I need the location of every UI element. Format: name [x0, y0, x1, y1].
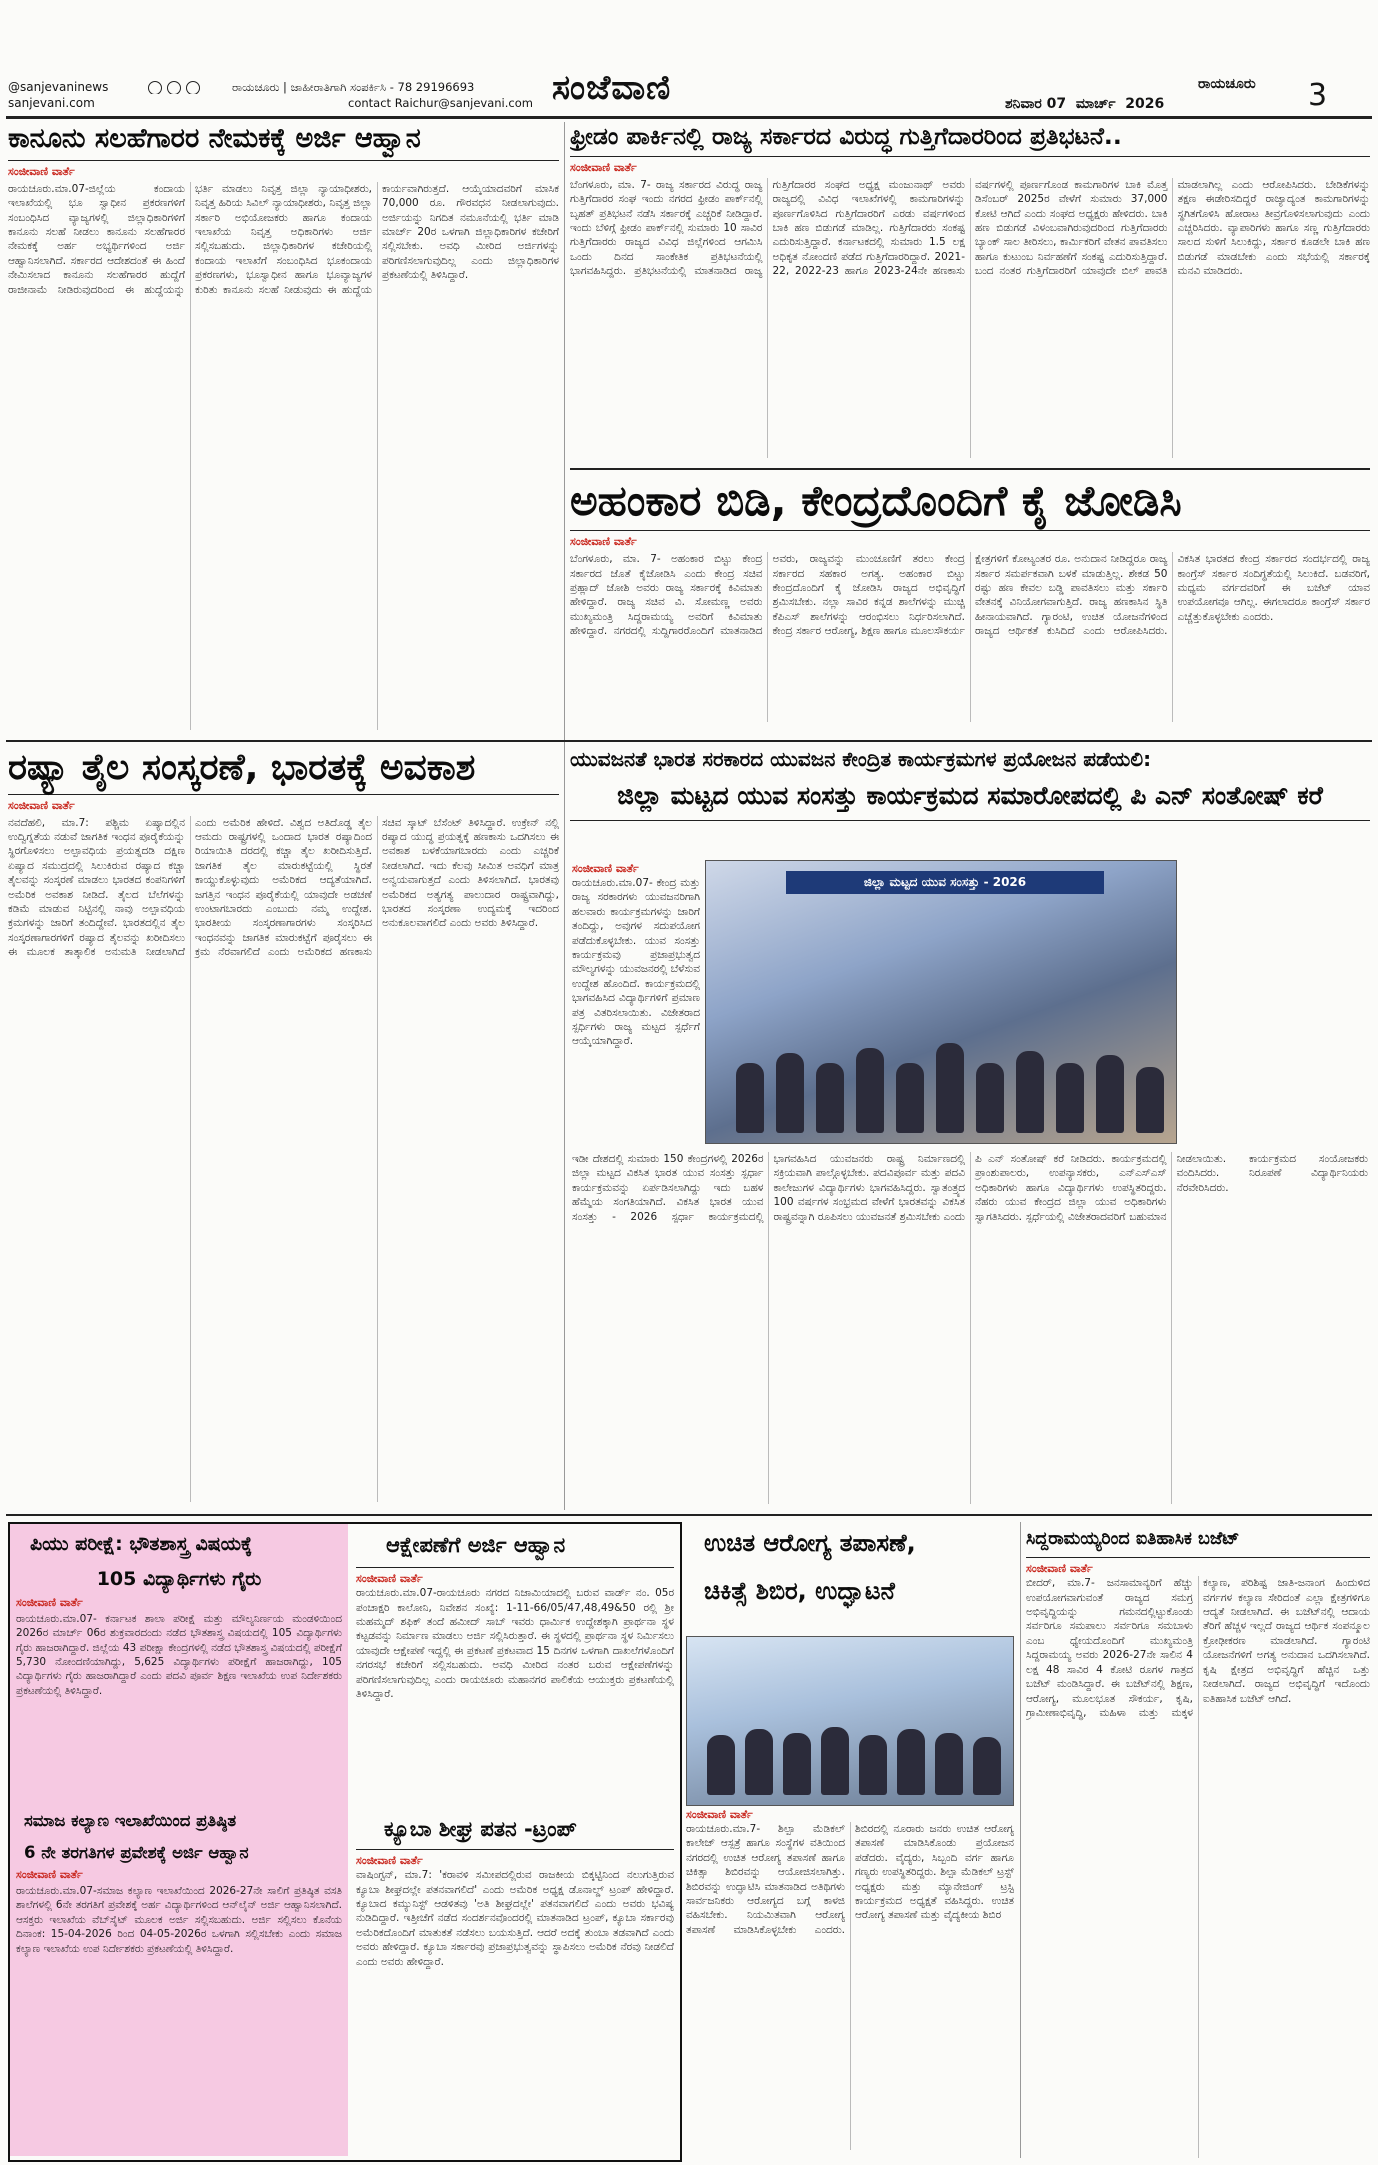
byline: ಸಂಜೀವಾಣಿ ವಾರ್ತೆ	[572, 862, 639, 875]
health-camp-photo	[686, 1636, 1014, 1806]
edition-line: ರಾಯಚೂರು | ಜಾಹೀರಾತಿಗಾಗಿ ಸಂಪರ್ಕಿಸಿ - 78 29196693	[232, 80, 475, 94]
byline: ಸಂಜೀವಾಣಿ ವಾರ್ತೆ	[686, 1808, 753, 1821]
section-rule	[6, 1514, 1372, 1516]
samaja-headline-2: 6 ನೇ ತರಗತಿಗಳ ಪ್ರವೇಶಕ್ಕೆ ಅರ್ಜಿ ಆಹ್ವಾನ	[24, 1842, 249, 1862]
youth-article-side	[572, 862, 700, 1147]
byline: ಸಂಜೀವಾಣಿ ವಾರ್ತೆ	[356, 1854, 423, 1868]
youth-article-body: ಇಡೀ ದೇಶದಲ್ಲಿ ಸುಮಾರು 150 ಕೇಂದ್ರಗಳಲ್ಲಿ 2026ರ ಜಿಲ್ಲಾ ಮಟ್ಟದ ವಿಕಸಿತ ಭಾರತ ಯುವ ಸಂಸತ್ತು ಸ್ಪರ್ಧಾ ಕಾರ್ಯಕ್ರಮವನ್ನು ಏರ್ಪಡಿಸಲಾಗಿದ್ದು ಇದು ಬಹಳ ಹೆಮ್ಮೆಯ ಸಂಗತಿಯಾಗಿದೆ. ವಿಕಸಿತ ಭಾರತ ಯುವ ಸಂಸತ್ತು - 2026 ಸ್ಪರ್ಧಾ ಕಾರ್ಯಕ್ರಮದಲ್ಲಿ ಭಾಗವಹಿಸಿದ ಯುವಜನರು ರಾಷ್ಟ್ರ ನಿರ್ಮಾಣದಲ್ಲಿ ಸಕ್ರಿಯವಾಗಿ ಪಾಲ್ಗೊಳ್ಳಬೇಕು. ಪದವಿಪೂರ್ವ ಮತ್ತು ಪದವಿ ಕಾಲೇಜುಗಳ ವಿದ್ಯಾರ್ಥಿಗಳು ಭಾಗವಹಿಸಿದ್ದರು. ಸ್ವಾತಂತ್ರ್ಯದ 100 ವರ್ಷಗಳ ಸಂಭ್ರಮದ ವೇಳೆಗೆ ಭಾರತವನ್ನು ವಿಕಸಿತ ರಾಷ್ಟ್ರವನ್ನಾಗಿ ರೂಪಿಸಲು ಯುವಜನತೆ ಶ್ರಮಿಸಬೇಕು ಎಂದು ಪಿ ಎನ್ ಸಂತೋಷ್ ಕರೆ ನೀಡಿದರು. ಕಾರ್ಯಕ್ರಮದಲ್ಲಿ ಪ್ರಾಂಶುಪಾಲರು, ಉಪನ್ಯಾಸಕರು, ಎನ್ಎಸ್ಎಸ್ ಅಧಿಕಾರಿಗಳು ಹಾಗೂ ವಿದ್ಯಾರ್ಥಿಗಳು ಉಪಸ್ಥಿತರಿದ್ದರು. ನೆಹರು ಯುವ ಕೇಂದ್ರದ ಜಿಲ್ಲಾ ಯುವ ಅಧಿಕಾರಿಗಳು ಸ್ವಾಗತಿಸಿದರು. ಸ್ಪರ್ಧೆಯಲ್ಲಿ ವಿಜೇತರಾದವರಿಗೆ ಬಹುಮಾನ ನೀಡಲಾಯಿತು. ಕಾರ್ಯಕ್ರಮದ ಸಂಯೋಜಕರು ವಂದಿಸಿದರು. ನಿರೂಪಣೆ ವಿದ್ಯಾರ್ಥಿನಿಯರು ನೆರವೇರಿಸಿದರು.	[572, 1153, 1368, 1223]
social-handle: @sanjevaninews	[8, 80, 109, 94]
headline-line-2: ಜಿಲ್ಲಾ ಮಟ್ಟದ ಯುವ ಸಂಸತ್ತು ಕಾರ್ಯಕ್ರಮದ ಸಮಾರೋಪದಲ್ಲಿ ಪಿ ಎನ್ ಸಂತೋಷ್ ಕರೆ	[617, 781, 1323, 810]
headline: ಅಹಂಕಾರ ಬಿಡಿ, ಕೇಂದ್ರದೊಂದಿಗೆ ಕೈ ಜೋಡಿಸಿ	[570, 478, 1182, 525]
section-rule	[6, 740, 1372, 742]
puc-byline: ಸಂಜೀವಾಣಿ ವಾರ್ತೆ	[16, 1595, 83, 1609]
article-body: ರಾಯಚೂರು.ಮಾ.07-ಜಿಲ್ಲೆಯ ಕಂದಾಯ ಇಲಾಖೆಯಲ್ಲಿ ಭೂ ಸ್ವಾಧೀನ ಪ್ರಕರಣಗಳಿಗೆ ಸಂಬಂಧಿಸಿದ ವ್ಯಾಜ್ಯಗಳಲ್ಲಿ ಜಿಲ್ಲಾಧಿಕಾರಿಗಳಿಗೆ ಕಾನೂನು ಸಲಹೆ ನೀಡಲು ಕಾನೂನು ಸಲಹೆಗಾರರ ನೇಮಕಕ್ಕೆ ಅರ್ಹ ಅಭ್ಯರ್ಥಿಗಳಿಂದ ಅರ್ಜಿ ಆಹ್ವಾನಿಸಲಾಗಿದೆ. ಸರ್ಕಾರದ ಆದೇಶದಂತೆ ಈ ಹಿಂದೆ ನೇಮಿಸಲಾದ ಕಾನೂನು ಸಲಹೆಗಾರರ ಹುದ್ದೆಗೆ ರಾಜೀನಾಮೆ ನೀಡಿರುವುದರಿಂದ ಈ ಹುದ್ದೆಯನ್ನು ಭರ್ತಿ ಮಾಡಲು ನಿವೃತ್ತ ಜಿಲ್ಲಾ ನ್ಯಾಯಾಧೀಶರು, ನಿವೃತ್ತ ಹಿರಿಯ ಸಿವಿಲ್ ನ್ಯಾಯಾಧೀಶರು, ನಿವೃತ್ತ ಜಿಲ್ಲಾ ಸರ್ಕಾರಿ ಅಭಿಯೋಜಕರು ಹಾಗೂ ಕಂದಾಯ ಇಲಾಖೆಯ ನಿವೃತ್ತ ಅಧಿಕಾರಿಗಳು ಅರ್ಜಿ ಸಲ್ಲಿಸಬಹುದು. ಜಿಲ್ಲಾಧಿಕಾರಿಗಳ ಕಚೇರಿಯಲ್ಲಿ ಕಂದಾಯ ಇಲಾಖೆಗೆ ಸಂಬಂಧಿಸಿದ ಭೂಕಂದಾಯ ಪ್ರಕರಣಗಳು, ಭೂಸ್ವಾಧೀನ ಹಾಗೂ ಭೂವ್ಯಾಜ್ಯಗಳ ಕುರಿತು ಕಾನೂನು ಸಲಹೆ ನೀಡುವುದು ಈ ಹುದ್ದೆಯ ಕಾರ್ಯವಾಗಿರುತ್ತದೆ. ಆಯ್ಕೆಯಾದವರಿಗೆ ಮಾಸಿಕ 70,000 ರೂ. ಗೌರವಧನ ನೀಡಲಾಗುವುದು. ಅರ್ಜಿಯನ್ನು ನಿಗದಿತ ನಮೂನೆಯಲ್ಲಿ ಭರ್ತಿ ಮಾಡಿ ಮಾರ್ಚ್ 20ರ ಒಳಗಾಗಿ ಜಿಲ್ಲಾಧಿಕಾರಿಗಳ ಕಚೇರಿಗೆ ಸಲ್ಲಿಸಬೇಕು. ಅವಧಿ ಮೀರಿದ ಅರ್ಜಿಗಳನ್ನು ಪರಿಗಣಿಸಲಾಗುವುದಿಲ್ಲ ಎಂದು ಜಿಲ್ಲಾಧಿಕಾರಿಗಳ ಪ್ರಕಟಣೆಯಲ್ಲಿ ತಿಳಿಸಿದ್ದಾರೆ.	[8, 182, 559, 296]
puc-headline-2: 105 ವಿದ್ಯಾರ್ಥಿಗಳು ಗೈರು	[96, 1567, 262, 1590]
article-body: ನವದೆಹಲಿ, ಮಾ.7: ಪಶ್ಚಿಮ ಏಷ್ಯಾದಲ್ಲಿನ ಉದ್ವಿಗ್ನತೆಯ ನಡುವೆ ಜಾಗತಿಕ ಇಂಧನ ಪೂರೈಕೆಯನ್ನು ಸ್ಥಿರಗೊಳಿಸಲು ಅಲ್ಪಾವಧಿಯ ಪ್ರಯತ್ನದಡಿ ದಕ್ಷಿಣ ಏಷ್ಯಾದ ಸಮುದ್ರದಲ್ಲಿ ಸಿಲುಕಿರುವ ರಷ್ಯಾದ ಕಚ್ಚಾ ತೈಲವನ್ನು ಸಂಸ್ಕರಣೆ ಮಾಡಲು ಭಾರತದ ಕಂಪನಿಗಳಿಗೆ ಅಮೆರಿಕ ಅವಕಾಶ ನೀಡಿದೆ. ತೈಲದ ಬೆಲೆಗಳನ್ನು ಕಡಿಮೆ ಮಾಡುವ ನಿಟ್ಟಿನಲ್ಲಿ ನಾವು ಅಲ್ಪಾವಧಿಯ ಕ್ರಮಗಳನ್ನು ಜಾರಿಗೆ ತಂದಿದ್ದೇವೆ. ಭಾರತದಲ್ಲಿನ ತೈಲ ಸಂಸ್ಕರಣಾಗಾರಗಳಿಗೆ ರಷ್ಯಾದ ತೈಲವನ್ನು ಖರೀದಿಸಲು ಈ ಮೂಲಕ ತಾತ್ಕಾಲಿಕ ಅನುಮತಿ ನೀಡಲಾಗಿದೆ ಎಂದು ಅಮೆರಿಕ ಹೇಳಿದೆ. ವಿಶ್ವದ ಅತಿದೊಡ್ಡ ತೈಲ ಆಮದು ರಾಷ್ಟ್ರಗಳಲ್ಲಿ ಒಂದಾದ ಭಾರತ ರಷ್ಯಾದಿಂದ ರಿಯಾಯಿತಿ ದರದಲ್ಲಿ ಕಚ್ಚಾ ತೈಲ ಖರೀದಿಸುತ್ತಿದೆ. ಜಾಗತಿಕ ತೈಲ ಮಾರುಕಟ್ಟೆಯಲ್ಲಿ ಸ್ಥಿರತೆ ಕಾಯ್ದುಕೊಳ್ಳುವುದು ಅಮೆರಿಕದ ಆದ್ಯತೆಯಾಗಿದೆ. ಜಗತ್ತಿನ ಇಂಧನ ಪೂರೈಕೆಯಲ್ಲಿ ಯಾವುದೇ ಅಡಚಣೆ ಉಂಟಾಗಬಾರದು ಎಂಬುದು ನಮ್ಮ ಉದ್ದೇಶ. ಭಾರತೀಯ ಸಂಸ್ಕರಣಾಗಾರಗಳು ಸಂಸ್ಕರಿಸಿದ ಇಂಧನವನ್ನು ಜಾಗತಿಕ ಮಾರುಕಟ್ಟೆಗೆ ಪೂರೈಸಲು ಈ ಕ್ರಮ ನೆರವಾಗಲಿದೆ ಎಂದು ಅಮೆರಿಕದ ಹಣಕಾಸು ಸಚಿವ ಸ್ಕಾಟ್ ಬೆಸೆಂಟ್ ತಿಳಿಸಿದ್ದಾರೆ. ಉಕ್ರೇನ್ ನಲ್ಲಿ ರಷ್ಯಾದ ಯುದ್ಧ ಪ್ರಯತ್ನಕ್ಕೆ ಹಣಕಾಸು ಒದಗಿಸಲು ಈ ಅವಕಾಶ ಬಳಕೆಯಾಗಬಾರದು ಎಂದು ಎಚ್ಚರಿಕೆ ನೀಡಲಾಗಿದೆ. ಇದು ಕೆಲವು ಸೀಮಿತ ಅವಧಿಗೆ ಮಾತ್ರ ಅನ್ವಯವಾಗುತ್ತದೆ ಎಂದು ತಿಳಿಸಲಾಗಿದೆ. ಭಾರತವು ಅಮೆರಿಕದ ಅತ್ಯಗತ್ಯ ಪಾಲುದಾರ ರಾಷ್ಟ್ರವಾಗಿದ್ದು, ಭಾರತದ ಸಂಸ್ಕರಣಾ ಉದ್ಯಮಕ್ಕೆ ಇದರಿಂದ ಅನುಕೂಲವಾಗಲಿದೆ ಎಂದು ಅವರು ತಿಳಿಸಿದ್ದಾರೆ.	[8, 816, 559, 959]
byline: ಸಂಜೀವಾಣಿ ವಾರ್ತೆ	[8, 798, 75, 812]
masthead	[0, 0, 1378, 118]
headline: ಕ್ಯೂಬಾ ಶೀಘ್ರ ಪತನ -ಟ್ರಂಪ್	[384, 1817, 577, 1841]
byline: ಸಂಜೀವಾಣಿ ವಾರ್ತೆ	[570, 535, 637, 549]
oil-article	[8, 748, 559, 1508]
issue-date: ಶನಿವಾರ 07 ಮಾರ್ಚ್ 2026	[1005, 96, 1165, 112]
headline-line-1: ಯುವಜನತೆ ಭಾರತ ಸರಕಾರದ ಯುವಜನ ಕೇಂದ್ರಿತ ಕಾರ್ಯಕ್ರಮಗಳ ಪ್ರಯೋಜನ ಪಡೆಯಲಿ:	[570, 748, 1152, 771]
headline: ಫ್ರೀಡಂ ಪಾರ್ಕಿನಲ್ಲಿ ರಾಜ್ಯ ಸರ್ಕಾರದ ವಿರುದ್ಧ ಗುತ್ತಿಗೆದಾರರಿಂದ ಪ್ರತಿಭಟನೆ..	[570, 124, 1122, 150]
headline: ಆಕ್ಷೇಪಣೆಗೆ ಅರ್ಜಿ ಆಹ್ವಾನ	[386, 1533, 566, 1557]
pink-panel	[10, 1524, 348, 2156]
article-body: ರಾಯಚೂರು.ಮಾ.7- ಶಿಲ್ಪಾ ಮೆಡಿಕಲ್ ಕಾಲೇಜ್ ಆಸ್ಪತ್ರೆ ಹಾಗೂ ಸಂಸ್ಥೆಗಳ ವತಿಯಿಂದ ನಗರದಲ್ಲಿ ಉಚಿತ ಆರೋಗ್ಯ ತಪಾಸಣೆ ಹಾಗೂ ಚಿಕಿತ್ಸಾ ಶಿಬಿರವನ್ನು ಆಯೋಜಿಸಲಾಗಿತ್ತು. ಶಿಬಿರವನ್ನು ಉದ್ಘಾಟಿಸಿ ಮಾತನಾಡಿದ ಅತಿಥಿಗಳು ಸಾರ್ವಜನಿಕರು ಆರೋಗ್ಯದ ಬಗ್ಗೆ ಕಾಳಜಿ ವಹಿಸಬೇಕು. ನಿಯಮಿತವಾಗಿ ಆರೋಗ್ಯ ತಪಾಸಣೆ ಮಾಡಿಸಿಕೊಳ್ಳಬೇಕು ಎಂದರು. ಶಿಬಿರದಲ್ಲಿ ನೂರಾರು ಜನರು ಉಚಿತ ಆರೋಗ್ಯ ತಪಾಸಣೆ ಮಾಡಿಸಿಕೊಂಡು ಪ್ರಯೋಜನ ಪಡೆದರು. ವೈದ್ಯರು, ಸಿಬ್ಬಂದಿ ವರ್ಗ ಹಾಗೂ ಗಣ್ಯರು ಉಪಸ್ಥಿತರಿದ್ದರು. ಶಿಲ್ಪಾ ಮೆಡಿಕಲ್ ಟ್ರಸ್ಟ್ ಅಧ್ಯಕ್ಷರು ಮತ್ತು ಮ್ಯಾನೇಜಿಂಗ್ ಟ್ರಸ್ಟಿ ಕಾರ್ಯಕ್ರಮದ ಅಧ್ಯಕ್ಷತೆ ವಹಿಸಿದ್ದರು. ಉಚಿತ ಆರೋಗ್ಯ ತಪಾಸಣೆ ಮತ್ತು ವೈದ್ಯಕೀಯ ಶಿಬಿರ	[686, 1823, 1014, 1936]
brand-logo: ಸಂಜೆವಾಣಿ	[552, 68, 672, 108]
objection-article	[356, 1526, 674, 1808]
headline-line-1: ಉಚಿತ ಆರೋಗ್ಯ ತಪಾಸಣೆ,	[704, 1529, 916, 1557]
article-body: ಬೀದರ್, ಮಾ.7- ಜನಸಾಮಾನ್ಯರಿಗೆ ಹೆಚ್ಚು ಉಪಯೋಗವಾಗುವಂತೆ ರಾಜ್ಯದ ಸಮಗ್ರ ಅಭಿವೃದ್ಧಿಯನ್ನು ಗಮನದಲ್ಲಿಟ್ಟುಕೊಂಡು ಸರ್ವರಿಗೂ ಸಮಪಾಲು ಸರ್ವರಿಗೂ ಸಮಬಾಳು ಎಂಬ ಧ್ಯೇಯದೊಂದಿಗೆ ಮುಖ್ಯಮಂತ್ರಿ ಸಿದ್ದರಾಮಯ್ಯ ಅವರು 2026-27ನೇ ಸಾಲಿನ 4 ಲಕ್ಷ 48 ಸಾವಿರ 4 ಕೋಟಿ ರೂಗಳ ಗಾತ್ರದ ಬಜೆಟ್ ಮಂಡಿಸಿದ್ದಾರೆ. ಈ ಬಜೆಟ್‌ನಲ್ಲಿ ಶಿಕ್ಷಣ, ಆರೋಗ್ಯ, ಮೂಲಭೂತ ಸೌಕರ್ಯ, ಕೃಷಿ, ಗ್ರಾಮೀಣಾಭಿವೃದ್ಧಿ, ಮಹಿಳಾ ಮತ್ತು ಮಕ್ಕಳ ಕಲ್ಯಾಣ, ಪರಿಶಿಷ್ಟ ಜಾತಿ-ಜನಾಂಗ ಹಿಂದುಳಿದ ವರ್ಗಗಳ ಕಲ್ಯಾಣ ಸೇರಿದಂತೆ ಎಲ್ಲಾ ಕ್ಷೇತ್ರಗಳಿಗೂ ಆದ್ಯತೆ ನೀಡಲಾಗಿದೆ. ಈ ಬಜೆಟ್‌ನಲ್ಲಿ ಆದಾಯ ತೆರಿಗೆ ಹೆಚ್ಚಳ ಇಲ್ಲದೆ ರಾಜ್ಯದ ಆರ್ಥಿಕ ಸಂಪನ್ಮೂಲ ಕ್ರೋಢೀಕರಣ ಮಾಡಲಾಗಿದೆ. ಗ್ಯಾರಂಟಿ ಯೋಜನೆಗಳಿಗೆ ಅಗತ್ಯ ಅನುದಾನ ಒದಗಿಸಲಾಗಿದೆ. ಕೃಷಿ ಕ್ಷೇತ್ರದ ಅಭಿವೃದ್ಧಿಗೆ ಹೆಚ್ಚಿನ ಒತ್ತು ನೀಡಲಾಗಿದೆ. ರಾಜ್ಯದ ಅಭಿವೃದ್ಧಿಗೆ ಇದೊಂದು ಐತಿಹಾಸಿಕ ಬಜೆಟ್ ಆಗಿದೆ.	[1026, 1577, 1370, 1719]
city-label: ರಾಯಚೂರು	[1198, 76, 1256, 92]
page-number: 3	[1308, 78, 1328, 113]
freedom-park-article	[570, 124, 1370, 464]
instagram-icon	[167, 81, 181, 94]
byline: ಸಂಜೀವಾಣಿ ವಾರ್ತೆ	[1026, 1562, 1093, 1576]
samaja-byline: ಸಂಜೀವಾಣಿ ವಾರ್ತೆ	[16, 1868, 83, 1882]
cuba-article	[356, 1814, 674, 2154]
facebook-icon	[148, 81, 162, 94]
health-article-text	[686, 1808, 1014, 2156]
photo-banner: ಜಿಲ್ಲಾ ಮಟ್ಟದ ಯುವ ಸಂಸತ್ತು - 2026	[786, 871, 1104, 894]
headline: ಕಾನೂನು ಸಲಹೆಗಾರರ ನೇಮಕಕ್ಕೆ ಅರ್ಜಿ ಆಹ್ವಾನ	[8, 124, 421, 154]
article-body: ವಾಷಿಂಗ್ಟನ್, ಮಾ.7: 'ಕರಾವಳಿ ಸಮೀಪದಲ್ಲಿರುವ ರಾಜಕೀಯ ಬಿಕ್ಕಟ್ಟಿನಿಂದ ನಲುಗುತ್ತಿರುವ ಕ್ಯೂಬಾ ಶೀಘ್ರದಲ್ಲೇ ಪತನವಾಗಲಿದೆ' ಎಂದು ಅಮೆರಿಕ ಅಧ್ಯಕ್ಷ ಡೊನಾಲ್ಡ್ ಟ್ರಂಪ್ ಹೇಳಿದ್ದಾರೆ. ಕ್ಯೂಬಾದ ಕಮ್ಯುನಿಸ್ಟ್ ಆಡಳಿತವು 'ಅತಿ ಶೀಘ್ರದಲ್ಲೇ' ಪತನವಾಗಲಿದೆ ಎಂದು ಅವರು ಭವಿಷ್ಯ ನುಡಿದಿದ್ದಾರೆ. ಇತ್ತೀಚೆಗೆ ನಡೆದ ಸಂದರ್ಶನವೊಂದರಲ್ಲಿ ಮಾತನಾಡಿದ ಟ್ರಂಪ್, ಕ್ಯೂಬಾ ಸರ್ಕಾರವು ಅಮೆರಿಕದೊಂದಿಗೆ ಮಾತುಕತೆ ನಡೆಸಲು ಬಯಸುತ್ತಿದೆ. ಆದರೆ ಅದಕ್ಕೆ ತುಂಬಾ ತಡವಾಗಿದೆ ಎಂದು ಅವರು ಹೇಳಿದ್ದಾರೆ. ಕ್ಯೂಬಾ ಸರ್ಕಾರವು ಪ್ರಜಾಪ್ರಭುತ್ವವನ್ನು ಸ್ಥಾಪಿಸಲು ಅಮೆರಿಕ ನೆರವು ನೀಡಲಿದೆ ಎಂದು ಅವರು ಹೇಳಿದ್ದಾರೆ.	[356, 1869, 674, 1968]
budget-article	[1026, 1522, 1370, 2158]
youtube-icon	[186, 81, 200, 94]
article-body: ಬೆಂಗಳೂರು, ಮಾ. 7- ರಾಜ್ಯ ಸರ್ಕಾರದ ವಿರುದ್ಧ ರಾಜ್ಯ ಗುತ್ತಿಗೆದಾರರ ಸಂಘ ಇಂದು ನಗರದ ಫ್ರೀಡಂ ಪಾರ್ಕ್‌ನಲ್ಲಿ ಬೃಹತ್ ಪ್ರತಿಭಟನೆ ನಡೆಸಿ ಸರ್ಕಾರಕ್ಕೆ ಎಚ್ಚರಿಕೆ ನೀಡಿದ್ದಾರೆ. ಇಂದು ಬೆಳಿಗ್ಗೆ ಫ್ರೀಡಂ ಪಾರ್ಕ್‌ನಲ್ಲಿ ಸುಮಾರು 10 ಸಾವಿರ ಗುತ್ತಿಗೆದಾರರು ರಾಜ್ಯದ ವಿವಿಧ ಜಿಲ್ಲೆಗಳಿಂದ ಆಗಮಿಸಿ ಒಂದು ದಿನದ ಸಾಂಕೇತಿಕ ಪ್ರತಿಭಟನೆಯಲ್ಲಿ ಭಾಗವಹಿಸಿದ್ದರು. ಪ್ರತಿಭಟನೆಯಲ್ಲಿ ಮಾತನಾಡಿದ ರಾಜ್ಯ ಗುತ್ತಿಗೆದಾರರ ಸಂಘದ ಅಧ್ಯಕ್ಷ ಮಂಜುನಾಥ್ ಅವರು ರಾಜ್ಯದಲ್ಲಿ ವಿವಿಧ ಇಲಾಖೆಗಳಲ್ಲಿ ಕಾಮಗಾರಿಗಳನ್ನು ಪೂರ್ಣಗೊಳಿಸಿದ ಗುತ್ತಿಗೆದಾರರಿಗೆ ಎರಡು ವರ್ಷಗಳಿಂದ ಬಾಕಿ ಹಣ ಬಿಡುಗಡೆ ಮಾಡಿಲ್ಲ. ಗುತ್ತಿಗೆದಾರರು ಸಂಕಷ್ಟ ಎದುರಿಸುತ್ತಿದ್ದಾರೆ. ಕರ್ನಾಟಕದಲ್ಲಿ ಸುಮಾರು 1.5 ಲಕ್ಷ ಅಧಿಕೃತ ನೋಂದಣಿ ಪಡೆದ ಗುತ್ತಿಗೆದಾರರಿದ್ದಾರೆ. 2021-22, 2022-23 ಹಾಗೂ 2023-24ನೇ ಹಣಕಾಸು ವರ್ಷಗಳಲ್ಲಿ ಪೂರ್ಣಗೊಂಡ ಕಾಮಗಾರಿಗಳ ಬಾಕಿ ಮೊತ್ತ ಡಿಸೆಂಬರ್ 2025ರ ವೇಳೆಗೆ ಸುಮಾರು 37,000 ಕೋಟಿ ಆಗಿದೆ ಎಂದು ಸಂಘದ ಅಧ್ಯಕ್ಷರು ಹೇಳಿದರು. ಬಾಕಿ ಹಣ ಬಿಡುಗಡೆ ವಿಳಂಬವಾಗಿರುವುದರಿಂದ ಗುತ್ತಿಗೆದಾರರು ಬ್ಯಾಂಕ್ ಸಾಲ ತೀರಿಸಲು, ಕಾರ್ಮಿಕರಿಗೆ ವೇತನ ಪಾವತಿಸಲು ಹಾಗೂ ಕುಟುಂಬ ನಿರ್ವಹಣೆಗೆ ಸಂಕಷ್ಟ ಎದುರಿಸುತ್ತಿದ್ದಾರೆ. ಬಂದ ನಂತರ ಗುತ್ತಿಗೆದಾರರಿಗೆ ಯಾವುದೇ ಬಿಲ್ ಪಾವತಿ ಮಾಡಲಾಗಿಲ್ಲ ಎಂದು ಆರೋಪಿಸಿದರು. ಬೇಡಿಕೆಗಳನ್ನು ತಕ್ಷಣ ಈಡೇರಿಸದಿದ್ದರೆ ರಾಜ್ಯಾದ್ಯಂತ ಕಾಮಗಾರಿಗಳನ್ನು ಸ್ಥಗಿತಗೊಳಿಸಿ ಹೋರಾಟ ತೀವ್ರಗೊಳಿಸಲಾಗುವುದು ಎಂದು ಎಚ್ಚರಿಸಿದರು. ವ್ಯಾಪಾರಿಗಳು ಹಾಗೂ ಸಣ್ಣ ಗುತ್ತಿಗೆದಾರರು ಸಾಲದ ಸುಳಿಗೆ ಸಿಲುಕಿದ್ದು, ಸರ್ಕಾರ ಕೂಡಲೇ ಬಾಕಿ ಹಣ ಬಿಡುಗಡೆ ಮಾಡಬೇಕು ಎಂದು ಸಭೆಯಲ್ಲಿ ಸರ್ಕಾರಕ್ಕೆ ಮನವಿ ಮಾಡಿದರು.	[570, 178, 1370, 278]
samaja-body: ರಾಯಚೂರು.ಮಾ.07-ಸಮಾಜ ಕಲ್ಯಾಣ ಇಲಾಖೆಯಿಂದ 2026-27ನೇ ಸಾಲಿಗೆ ಪ್ರತಿಷ್ಠಿತ ವಸತಿ ಶಾಲೆಗಳಲ್ಲಿ 6ನೇ ತರಗತಿಗೆ ಪ್ರವೇಶಕ್ಕೆ ಅರ್ಹ ವಿದ್ಯಾರ್ಥಿಗಳಿಂದ ಆನ್‌ಲೈನ್ ಅರ್ಜಿ ಆಹ್ವಾನಿಸಲಾಗಿದೆ. ಆಸಕ್ತರು ಇಲಾಖೆಯ ವೆಬ್‌ಸೈಟ್ ಮೂಲಕ ಅರ್ಜಿ ಸಲ್ಲಿಸಬಹುದು. ಅರ್ಜಿ ಸಲ್ಲಿಸಲು ಕೊನೆಯ ದಿನಾಂಕ: 15-04-2026 ರಿಂದ 04-05-2026ರ ಒಳಗಾಗಿ ಸಲ್ಲಿಸಬೇಕು ಎಂದು ಸಮಾಜ ಕಲ್ಯಾಣ ಇಲಾಖೆಯ ಉಪ ನಿರ್ದೇಶಕರು ಪ್ರಕಟಣೆಯಲ್ಲಿ ತಿಳಿಸಿದ್ದಾರೆ.	[16, 1885, 342, 1955]
headline: ಸಿದ್ದರಾಮಯ್ಯರಿಂದ ಐತಿಹಾಸಿಕ ಬಜೆಟ್	[1026, 1529, 1240, 1549]
column-divider	[564, 122, 565, 1510]
byline: ಸಂಜೀವಾಣಿ ವಾರ್ತೆ	[8, 164, 75, 178]
byline: ಸಂಜೀವಾಣಿ ವಾರ್ತೆ	[356, 1572, 423, 1586]
youth-parliament-photo	[705, 860, 1177, 1144]
column-divider	[1020, 1522, 1021, 2158]
samaja-headline-1: ಸಮಾಜ ಕಲ್ಯಾಣ ಇಲಾಖೆಯಿಂದ ಪ್ರತಿಷ್ಠಿತ	[24, 1810, 237, 1830]
contact-line: contact Raichur@sanjevani.com	[348, 96, 533, 110]
masthead-rule	[6, 116, 1372, 119]
headline-line-2: ಚಿಕಿತ್ಸೆ ಶಿಬಿರ, ಉದ್ಘಾಟನೆ	[704, 1577, 895, 1606]
headline: ರಷ್ಯಾ ತೈಲ ಸಂಸ್ಕರಣೆ, ಭಾರತಕ್ಕೆ ಅವಕಾಶ	[8, 748, 476, 788]
social-icons	[148, 80, 208, 94]
section-rule	[570, 468, 1370, 470]
article-body: ಬೆಂಗಳೂರು, ಮಾ. 7- ಅಹಂಕಾರ ಬಿಟ್ಟು ಕೇಂದ್ರ ಸರ್ಕಾರದ ಜೊತೆ ಕೈಜೋಡಿಸಿ ಎಂದು ಕೇಂದ್ರ ಸಚಿವ ಪ್ರಹ್ಲಾದ್ ಜೋಶಿ ಅವರು ರಾಜ್ಯ ಸರ್ಕಾರಕ್ಕೆ ಕಿವಿಮಾತು ಹೇಳಿದ್ದಾರೆ. ರಾಜ್ಯ ಸಚಿವ ವಿ. ಸೋಮಣ್ಣ ಅವರು ಮುಖ್ಯಮಂತ್ರಿ ಸಿದ್ದರಾಮಯ್ಯ ಅವರಿಗೆ ಕಿವಿಮಾತು ಹೇಳಿದ್ದಾರೆ. ನಗರದಲ್ಲಿ ಸುದ್ದಿಗಾರರೊಂದಿಗೆ ಮಾತನಾಡಿದ ಅವರು, ರಾಜ್ಯವನ್ನು ಮುಂಚೂಣಿಗೆ ತರಲು ಕೇಂದ್ರ ಸರ್ಕಾರದ ಸಹಕಾರ ಅಗತ್ಯ. ಅಹಂಕಾರ ಬಿಟ್ಟು ಕೇಂದ್ರದೊಂದಿಗೆ ಕೈ ಜೋಡಿಸಿ ರಾಜ್ಯದ ಅಭಿವೃದ್ಧಿಗೆ ಶ್ರಮಿಸಬೇಕು. ನಲ್ಲಾ ಸಾವಿರ ಕನ್ನಡ ಶಾಲೆಗಳನ್ನು ಮುಚ್ಚಿ ಕೆಪಿಎಸ್ ಶಾಲೆಗಳನ್ನು ಆರಂಭಿಸಲು ನಿರ್ಧರಿಸಲಾಗಿದೆ. ಕೇಂದ್ರ ಸರ್ಕಾರ ಆರೋಗ್ಯ, ಶಿಕ್ಷಣ ಹಾಗೂ ಮೂಲಸೌಕರ್ಯ ಕ್ಷೇತ್ರಗಳಿಗೆ ಕೋಟ್ಯಂತರ ರೂ. ಅನುದಾನ ನೀಡಿದ್ದರೂ ರಾಜ್ಯ ಸರ್ಕಾರ ಸಮರ್ಪಕವಾಗಿ ಬಳಕೆ ಮಾಡುತ್ತಿಲ್ಲ. ಶೇಕಡ 50 ರಷ್ಟು ಹಣ ಕೇವಲ ಬಡ್ಡಿ ಪಾವತಿಸಲು ಮತ್ತು ಸರ್ಕಾರಿ ವೇತನಕ್ಕೆ ವಿನಿಯೋಗವಾಗುತ್ತಿದೆ. ರಾಜ್ಯ ಹಣಕಾಸಿನ ಸ್ಥಿತಿ ಹೀನಾಯವಾಗಿದೆ. ಗ್ಯಾರಂಟಿ, ಉಚಿತ ಯೋಜನೆಗಳಿಂದ ರಾಜ್ಯದ ಆರ್ಥಿಕತೆ ಕುಸಿದಿದೆ ಎಂದು ಆರೋಪಿಸಿದರು. ವಿಕಸಿತ ಭಾರತದ ಕೇಂದ್ರ ಸರ್ಕಾರದ ಸಂದರ್ಭದಲ್ಲಿ ರಾಜ್ಯ ಕಾಂಗ್ರೆಸ್ ಸರ್ಕಾರ ಸಂದಿಗ್ಧತೆಯಲ್ಲಿ ಸಿಲುಕಿದೆ. ಬಡವರಿಗೆ, ಮಧ್ಯಮ ವರ್ಗದವರಿಗೆ ಈ ಬಜೆಟ್ ಯಾವ ಉಪಯೋಗವೂ ಆಗಿಲ್ಲ. ಈಗಲಾದರೂ ಕಾಂಗ್ರೆಸ್ ಸರ್ಕಾರ ಎಚ್ಚೆತ್ತುಕೊಳ್ಳಬೇಕು ಎಂದರು.	[570, 553, 1370, 638]
website-link[interactable]: sanjevani.com	[8, 96, 95, 110]
lawyers-article	[8, 124, 559, 732]
ahankara-article	[570, 478, 1370, 736]
puc-headline-1: ಪಿಯು ಪರೀಕ್ಷೆ: ಭೌತಶಾಸ್ತ್ರ ವಿಷಯಕ್ಕೆ	[30, 1533, 253, 1555]
article-body-side: ರಾಯಚೂರು.ಮಾ.07- ಕೇಂದ್ರ ಮತ್ತು ರಾಜ್ಯ ಸರಕಾರಗಳು ಯುವಜನರಿಗಾಗಿ ಹಲವಾರು ಕಾರ್ಯಕ್ರಮಗಳನ್ನು ಜಾರಿಗೆ ತಂದಿದ್ದು, ಅವುಗಳ ಸದುಪಯೋಗ ಪಡೆದುಕೊಳ್ಳಬೇಕು. ಯುವ ಸಂಸತ್ತು ಕಾರ್ಯಕ್ರಮವು ಪ್ರಜಾಪ್ರಭುತ್ವದ ಮೌಲ್ಯಗಳನ್ನು ಯುವಜನರಲ್ಲಿ ಬೆಳೆಸುವ ಉದ್ದೇಶ ಹೊಂದಿದೆ. ಕಾರ್ಯಕ್ರಮದಲ್ಲಿ ಭಾಗವಹಿಸಿದ ವಿದ್ಯಾರ್ಥಿಗಳಿಗೆ ಪ್ರಮಾಣ ಪತ್ರ ವಿತರಿಸಲಾಯಿತು. ವಿಜೇತರಾದ ಸ್ಪರ್ಧಿಗಳು ರಾಜ್ಯ ಮಟ್ಟದ ಸ್ಪರ್ಧೆಗೆ ಆಯ್ಕೆಯಾಗಿದ್ದಾರೆ.	[572, 877, 700, 1048]
byline: ಸಂಜೀವಾಣಿ ವಾರ್ತೆ	[570, 160, 637, 174]
puc-body: ರಾಯಚೂರು.ಮಾ.07- ಕರ್ನಾಟಕ ಶಾಲಾ ಪರೀಕ್ಷೆ ಮತ್ತು ಮೌಲ್ಯನಿರ್ಣಯ ಮಂಡಳಿಯಿಂದ 2026ರ ಮಾರ್ಚ್ 06ರ ಶುಕ್ರವಾರದಂದು ನಡೆದ ಭೌತಶಾಸ್ತ್ರ ವಿಷಯದಲ್ಲಿ 105 ವಿದ್ಯಾರ್ಥಿಗಳು ಗೈರು ಹಾಜರಾಗಿದ್ದಾರೆ. ಜಿಲ್ಲೆಯ 43 ಪರೀಕ್ಷಾ ಕೇಂದ್ರಗಳಲ್ಲಿ ನಡೆದ ಭೌತಶಾಸ್ತ್ರ ವಿಷಯದಲ್ಲಿ ಪರೀಕ್ಷೆಗೆ 5,730 ನೋಂದಣಿಯಾಗಿದ್ದು, 5,625 ವಿದ್ಯಾರ್ಥಿಗಳು ಪರೀಕ್ಷೆಗೆ ಹಾಜರಾಗಿದ್ದು, 105 ವಿದ್ಯಾರ್ಥಿಗಳು ಗೈರು ಹಾಜರಾಗಿದ್ದಾರೆ ಎಂದು ಪದವಿ ಪೂರ್ವ ಶಿಕ್ಷಣ ಇಲಾಖೆಯ ಉಪ ನಿರ್ದೇಶಕರು ಪ್ರಕಟಣೆಯಲ್ಲಿ ತಿಳಿಸಿದ್ದಾರೆ.	[16, 1612, 342, 1697]
article-body: ರಾಯಚೂರು.ಮಾ.07-ರಾಯಚೂರು ನಗರದ ನಿಜಾಮಿಯಾದಲ್ಲಿ ಬರುವ ವಾರ್ಡ್ ನಂ. 05ರ ಪಂಚಾಕ್ಷರಿ ಕಾಲೋನಿ, ನಿವೇಶನ ಸಂಖ್ಯೆ: 1-11-66/05/47,48,49&50 ರಲ್ಲಿ ಶ್ರೀ ಮಹಮ್ಮದ್ ಶಫಿಕ್ ತಂದೆ ಹಮೀದ್ ಸಾಬ್ ಇವರು ಧಾರ್ಮಿಕ ಉದ್ದೇಶಕ್ಕಾಗಿ ಪ್ರಾರ್ಥನಾ ಸ್ಥಳ ಕಟ್ಟಡವನ್ನು ನಿರ್ಮಾಣ ಮಾಡಲು ಅರ್ಜಿ ಸಲ್ಲಿಸಿರುತ್ತಾರೆ. ಈ ಸ್ಥಳದಲ್ಲಿ ಪ್ರಾರ್ಥನಾ ಸ್ಥಳ ನಿರ್ಮಿಸಲು ಯಾವುದೇ ಆಕ್ಷೇಪಣೆ ಇದ್ದಲ್ಲಿ ಈ ಪ್ರಕಟಣೆ ಪ್ರಕಟವಾದ 15 ದಿನಗಳ ಒಳಗಾಗಿ ದಾಖಲೆಗಳೊಂದಿಗೆ ನಗರಸಭೆ ಕಚೇರಿಗೆ ಸಲ್ಲಿಸಬಹುದು. ಅವಧಿ ಮೀರಿದ ನಂತರ ಬರುವ ಆಕ್ಷೇಪಣೆಗಳನ್ನು ಪರಿಗಣಿಸಲಾಗುವುದಿಲ್ಲ ಎಂದು ರಾಯಚೂರು ಮಹಾನಗರ ಪಾಲಿಕೆಯ ಆಯುಕ್ತರು ಪ್ರಕಟಣೆಯಲ್ಲಿ ತಿಳಿಸಿದ್ದಾರೆ.	[356, 1587, 674, 1700]
